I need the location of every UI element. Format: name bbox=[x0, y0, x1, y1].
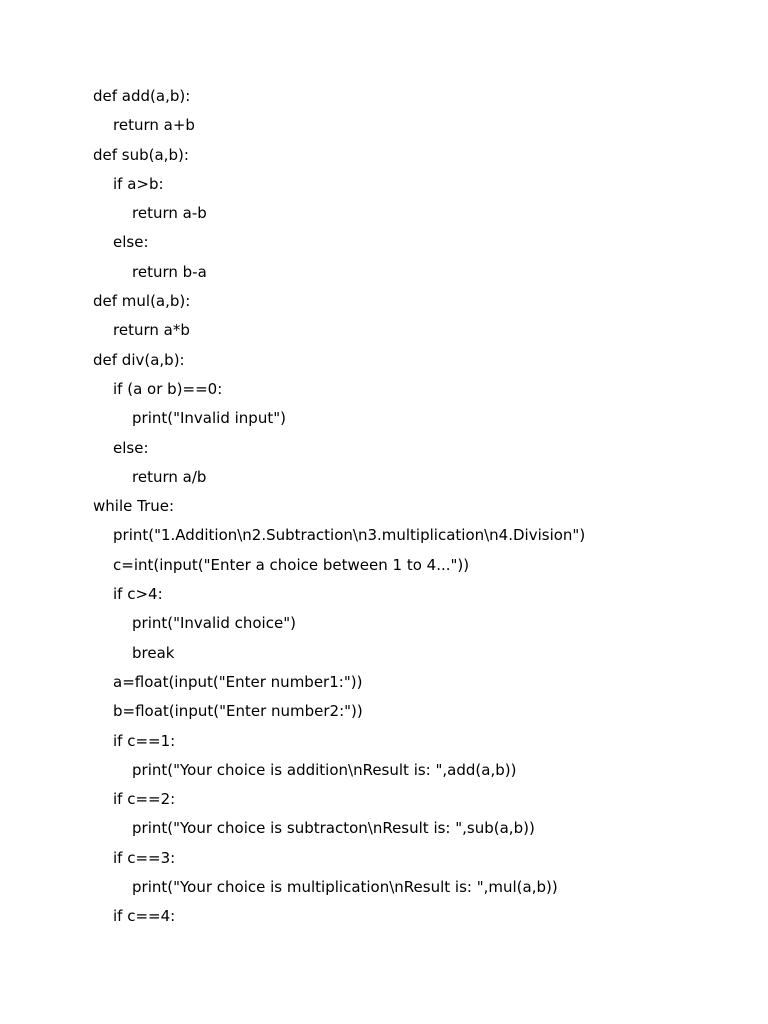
code-line: if c==4: bbox=[113, 907, 176, 926]
code-line: break bbox=[132, 643, 175, 662]
code-line: print("Your choice is addition\nResult is: ",add(a,b)) bbox=[132, 760, 517, 779]
code-line: if (a or b)==0: bbox=[113, 379, 223, 398]
code-line: def mul(a,b): bbox=[93, 292, 191, 311]
code-line: if c==1: bbox=[113, 731, 176, 750]
code-line: while True: bbox=[93, 497, 175, 516]
code-line: def div(a,b): bbox=[93, 350, 185, 369]
code-line: if c==2: bbox=[113, 790, 176, 809]
code-line: print("Your choice is multiplication\nResult is: ",mul(a,b)) bbox=[132, 878, 558, 897]
code-line: if c==3: bbox=[113, 848, 176, 867]
code-line: print("Your choice is subtracton\nResult is: ",sub(a,b)) bbox=[132, 819, 535, 838]
code-line: if c>4: bbox=[113, 585, 163, 604]
code-line: else: bbox=[113, 438, 149, 457]
code-line: a=float(input("Enter number1:")) bbox=[113, 672, 363, 691]
code-line: def add(a,b): bbox=[93, 87, 191, 105]
code-line: print("1.Addition\n2.Subtraction\n3.multiplication\n4.Division") bbox=[113, 526, 586, 545]
code-line: b=float(input("Enter number2:")) bbox=[113, 702, 363, 721]
code-line: return b-a bbox=[132, 262, 207, 281]
code-line: c=int(input("Enter a choice between 1 to 4...")) bbox=[113, 555, 470, 574]
code-line: return a+b bbox=[113, 116, 195, 135]
code-line: if a>b: bbox=[113, 174, 164, 193]
code-line: return a/b bbox=[132, 467, 207, 486]
code-line: print("Invalid choice") bbox=[132, 614, 296, 633]
code-line: return a*b bbox=[113, 321, 190, 340]
code-line: else: bbox=[113, 233, 149, 252]
code-listing bbox=[93, 82, 733, 932]
code-line: print("Invalid input") bbox=[132, 409, 286, 428]
code-line: def sub(a,b): bbox=[93, 145, 189, 164]
code-line: return a-b bbox=[132, 204, 207, 223]
